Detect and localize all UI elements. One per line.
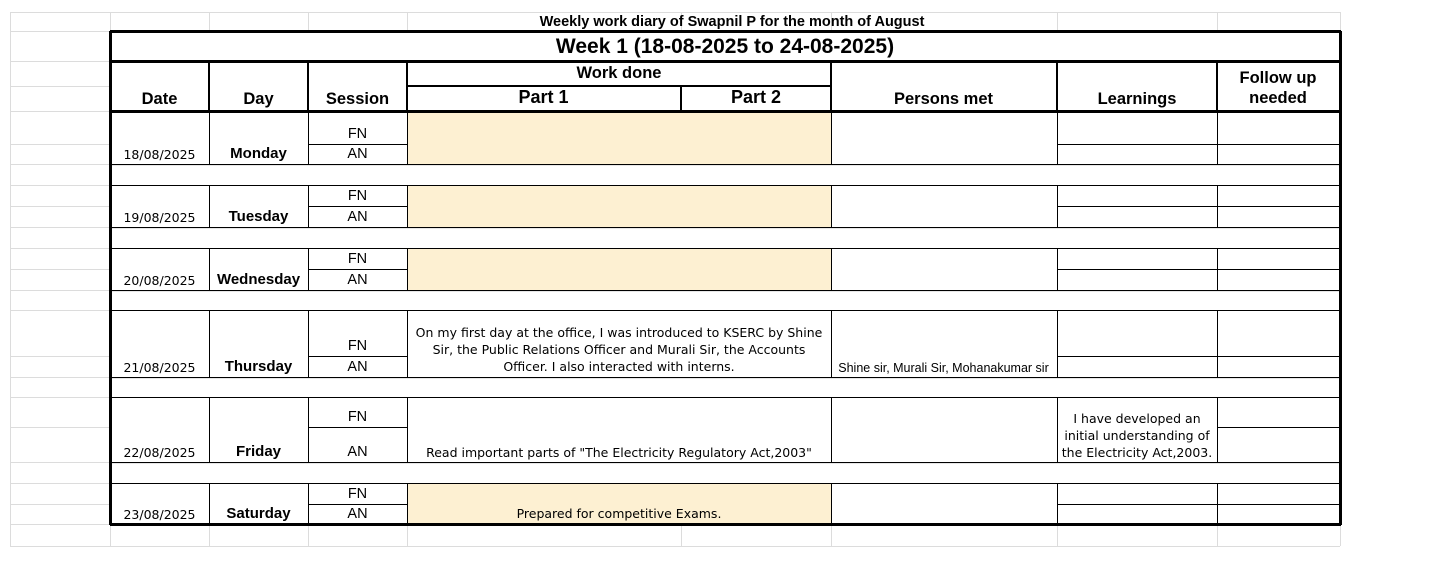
header-learnings[interactable]: Learnings xyxy=(1097,90,1177,108)
header-session[interactable]: Session xyxy=(325,90,390,108)
work-fill xyxy=(407,185,831,227)
row-session-an[interactable]: AN xyxy=(347,506,368,522)
row-day[interactable]: Friday xyxy=(235,443,281,460)
row-session-fn[interactable]: FN xyxy=(347,126,368,142)
row-session-an[interactable]: AN xyxy=(347,359,368,375)
row-session-fn[interactable]: FN xyxy=(347,251,368,267)
gap-line xyxy=(110,463,1340,464)
row-session-fn[interactable]: FN xyxy=(347,338,368,354)
row-session-an[interactable]: AN xyxy=(347,272,368,288)
header-day[interactable]: Day xyxy=(243,90,274,108)
gap-line xyxy=(110,165,1340,166)
row-day[interactable]: Tuesday xyxy=(228,208,289,225)
gap-line xyxy=(110,228,1340,229)
work-fill xyxy=(407,248,831,290)
header-part2[interactable]: Part 2 xyxy=(730,87,782,107)
row-date[interactable]: 21/08/2025 xyxy=(123,360,196,375)
row-date[interactable]: 20/08/2025 xyxy=(123,273,196,288)
row-session-an[interactable]: AN xyxy=(347,146,368,162)
row-session-an[interactable]: AN xyxy=(347,209,368,225)
row-date[interactable]: 23/08/2025 xyxy=(123,507,196,522)
row-day[interactable]: Monday xyxy=(230,145,287,162)
row-date[interactable]: 19/08/2025 xyxy=(123,210,196,225)
row-session-fn[interactable]: FN xyxy=(347,188,368,204)
header-date[interactable]: Date xyxy=(141,90,178,108)
header-work-done[interactable]: Work done xyxy=(576,64,662,82)
row-date[interactable]: 22/08/2025 xyxy=(123,445,196,460)
gap-line xyxy=(110,378,1340,379)
work-text[interactable]: On my first day at the office, I was introduced to KSERC by Shine Sir, the Public Relations Officer and Murali Sir, the Accounts Officer. I also interacted with interns. xyxy=(415,325,823,374)
week-heading[interactable]: Week 1 (18-08-2025 to 24-08-2025) xyxy=(555,35,895,58)
header-part1[interactable]: Part 1 xyxy=(518,87,569,107)
row-date[interactable]: 18/08/2025 xyxy=(123,147,196,162)
work-text[interactable]: Prepared for competitive Exams. xyxy=(516,506,722,521)
row-session-an[interactable]: AN xyxy=(347,444,368,460)
row-day[interactable]: Saturday xyxy=(226,505,291,522)
persons-text[interactable]: Shine sir, Murali Sir, Mohanakumar sir xyxy=(838,361,1049,375)
row-session-fn[interactable]: FN xyxy=(347,409,368,425)
work-text[interactable]: Read important parts of "The Electricity Regulatory Act,2003" xyxy=(426,445,812,460)
row-day[interactable]: Thursday xyxy=(224,358,293,375)
learnings-text[interactable]: I have developed an initial understanding of the Electricity Act,2003. xyxy=(1061,411,1213,460)
header-persons-met[interactable]: Persons met xyxy=(893,90,994,108)
header-follow-up[interactable]: Follow up needed xyxy=(1239,69,1317,107)
row-day[interactable]: Wednesday xyxy=(216,271,301,288)
gap-line xyxy=(110,291,1340,292)
row-session-fn[interactable]: FN xyxy=(347,486,368,502)
work-fill xyxy=(407,111,831,164)
diary-title[interactable]: Weekly work diary of Swapnil P for the month of August xyxy=(539,14,925,30)
